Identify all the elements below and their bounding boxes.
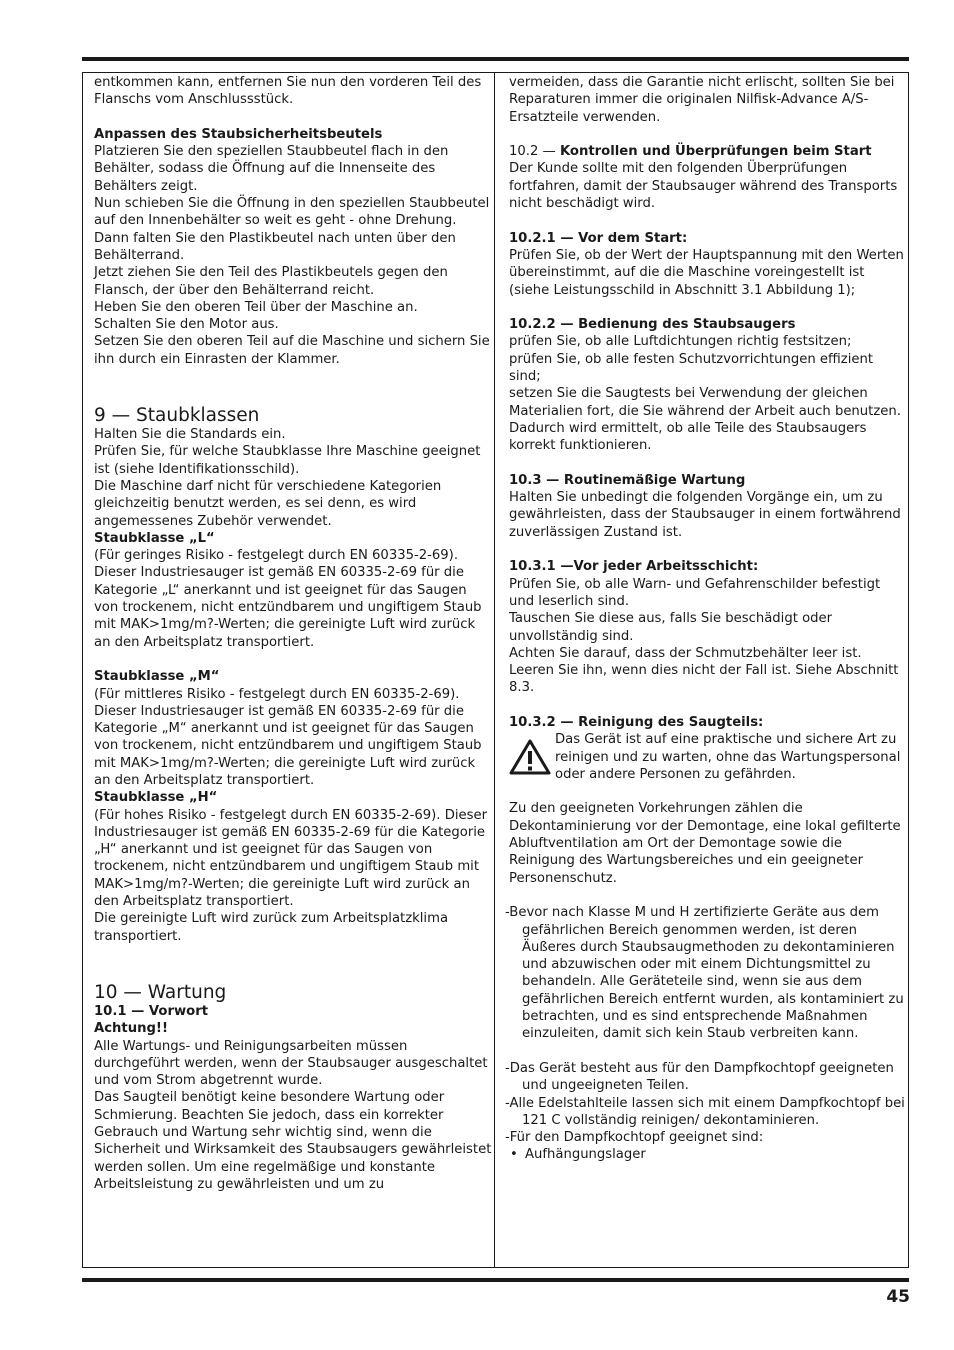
- left-column: [94, 74, 492, 1193]
- s103-text: Halten Sie unbedingt die folgenden Vorgänge ein, um zu gewährleisten, dass der Staubsauger in einem fortwährend zuverlässigen Zustand ist.: [509, 490, 901, 540]
- s1032-heading: [509, 714, 905, 731]
- class-l-heading: Staubklasse „L“: [94, 530, 215, 546]
- class-h-extra: Die gereinigte Luft wird zurück zum Arbeitsplatzklima transportiert.: [94, 911, 449, 944]
- s103-heading: [509, 472, 905, 489]
- section-9-line: Die Maschine darf nicht für verschiedene Kategorien gleichzeitig benutzt werden, es sei denn, es wird angemessenes Zubehör verwendet.: [94, 478, 442, 529]
- s103-prefix: 10.3 —: [509, 472, 564, 488]
- s1021-title: Vor dem Start:: [578, 230, 688, 246]
- dash-item: -Das Gerät besteht aus für den Dampfkochtopf geeigneten und ungeeigneten Teilen.: [505, 1060, 894, 1094]
- warning-block: [509, 731, 905, 783]
- section-9-line: Prüfen Sie, für welche Staubklasse Ihre Maschine geeignet ist (siehe Identifikationsschild).: [94, 444, 481, 477]
- s1022-line: setzen Sie die Saugtests bei Verwendung der gleichen Materialien fort, die Sie während der Arbeit auch benutzen.: [509, 386, 901, 419]
- s1031-line: Prüfen Sie, ob alle Warn- und Gefahrenschilder befestigt und leserlich sind.: [509, 576, 881, 609]
- right-intro: vermeiden, dass die Garantie nicht erlischt, sollten Sie bei Reparaturen immer die originalen Nilfisk-Advance A/S-Ersatzteile verwenden.: [509, 75, 895, 125]
- s1022-line: prüfen Sie, ob alle Luftdichtungen richtig festsitzen;: [509, 334, 852, 350]
- sub-10-1-text-2: Das Saugteil benötigt keine besondere Wartung oder Schmierung. Beachten Sie jedoch, dass ein korrekter Gebrauch und Wartung sehr wichtig sind, wenn die Sicherheit und Wirksamkeit des Staubsaugers gewährleistet werden sollen. Um eine regelmäßige und konstante Arbeitsleistung zu gewährleisten und um zu: [94, 1090, 492, 1192]
- s102-text: Der Kunde sollte mit den folgenden Überprüfungen fortfahren, damit der Staubsauger während des Transports nicht beschädigt wird.: [509, 161, 898, 212]
- section-9-line: Halten Sie die Standards ein.: [94, 427, 286, 443]
- s1031-title: Vor jeder Arbeitsschicht:: [573, 559, 759, 575]
- achtung-label: Achtung!!: [94, 1021, 168, 1037]
- s1021-heading: [509, 230, 905, 247]
- bag-line: Setzen Sie den oberen Teil auf die Maschine und sichern Sie ihn durch ein Einrasten der Klammer.: [94, 334, 490, 367]
- s1032-prefix: 10.3.2 —: [509, 714, 579, 730]
- class-h-text: (Für hohes Risiko - festgelegt durch EN 60335-2-69). Dieser Industriesauger ist gemäß EN 60335-2-69 für die Kategorie „H“ anerkannt und ist geeignet für das Saugen von trockenem, nicht entzündbarem und ungiftigem Staub mit MAK>1mg/m?-Werten; die gereinigte Luft wird zurück an den Arbeitsplatz transportiert.: [94, 807, 488, 910]
- dash-item: -Für den Dampfkochtopf geeignet sind:: [505, 1130, 764, 1146]
- bag-heading: Anpassen des Staubsicherheitsbeutels: [94, 126, 383, 142]
- right-column: [505, 74, 905, 1164]
- s103-title: Routinemäßige Wartung: [563, 472, 746, 488]
- warning-text: Das Gerät ist auf eine praktische und sichere Art zu reinigen und zu warten, ohne das Wartungspersonal oder andere Personen zu gefährden.: [555, 732, 901, 782]
- left-intro: entkommen kann, entfernen Sie nun den vorderen Teil des Flanschs vom Anschlussstück.: [94, 75, 482, 108]
- s102-heading: [509, 143, 905, 160]
- top-rule: [82, 57, 909, 61]
- class-h-heading: Staubklasse „H“: [94, 790, 218, 806]
- s1021-text: Prüfen Sie, ob der Wert der Hauptspannung mit den Werten übereinstimmt, auf die die Maschine voreingestellt ist (siehe Leistungsschild in Abschnitt 3.1 Abbildung 1);: [509, 247, 904, 298]
- s102-prefix: 10.2 —: [509, 144, 560, 160]
- warning-triangle-icon: [509, 739, 551, 775]
- s1022-line: prüfen Sie, ob alle festen Schutzvorrichtungen effizient sind;: [509, 351, 873, 385]
- s1022-title: Bedienung des Staubsaugers: [578, 317, 796, 333]
- s1031-heading: [509, 558, 905, 575]
- s1022-prefix: 10.2.2 —: [509, 317, 579, 333]
- precautions-text: Zu den geeigneten Vorkehrungen zählen die Dekontaminierung vor der Demontage, eine lokal gefilterte Abluftventilation am Ort der Demontage sowie die Reinigung des Wartungsbereiches und ein geeigneter Personenschutz.: [509, 801, 901, 886]
- s1022-line: Dadurch wird ermittelt, ob alle Teile des Staubsaugers korrekt funktionieren.: [509, 420, 867, 454]
- s1022-heading: [509, 316, 905, 333]
- bag-line: Dann falten Sie den Plastikbeutel nach unten über den Behälterrand.: [94, 230, 456, 263]
- class-l-text: (Für geringes Risiko - festgelegt durch EN 60335-2-69). Dieser Industriesauger ist gemäß EN 60335-2-69 für die Kategorie „L“ anerkannt und ist geeignet für das Saugen von trockenem, nicht entzündbarem und ungiftigem Staub mit MAK>1mg/m?-Werten; die gereinigte Luft wird zurück an den Arbeitsplatz transportiert.: [94, 548, 482, 650]
- s1032-title: Reinigung des Saugteils:: [578, 714, 764, 730]
- bag-line: Jetzt ziehen Sie den Teil des Plastikbeutels gegen den Flansch, der über den Behälterrand reicht.: [94, 265, 448, 298]
- class-m-text: (Für mittleres Risiko - festgelegt durch EN 60335-2-69). Dieser Industriesauger ist gemäß EN 60335-2-69 für die Kategorie „M“ anerkannt und ist geeignet für das Saugen von trockenem, nicht entzündbarem und ungiftigem Staub mit MAK>1mg/m?-Werten; die gereinigte Luft wird zurück an den Arbeitsplatz transportiert.: [94, 686, 482, 788]
- bag-line: Heben Sie den oberen Teil über der Maschine an.: [94, 299, 418, 315]
- bottom-rule: [82, 1278, 909, 1282]
- column-divider: [494, 72, 495, 1268]
- class-m-heading: Staubklasse „M“: [94, 669, 220, 685]
- s1021-prefix: 10.2.1 —: [509, 230, 579, 246]
- section-10-title: 10 — Wartung: [94, 981, 227, 1003]
- sub-10-1-text: Alle Wartungs- und Reinigungsarbeiten müssen durchgeführt werden, wenn der Staubsauger ausgeschaltet und vom Strom abgetrennt wurde.: [94, 1038, 488, 1089]
- s1031-prefix: 10.3.1 —: [509, 559, 574, 575]
- s102-title: Kontrollen und Überprüfungen beim Start: [559, 144, 872, 160]
- bag-line: Schalten Sie den Motor aus.: [94, 317, 279, 333]
- sub-10-1-title: 10.1 — Vorwort: [94, 1003, 209, 1019]
- bag-line: Platzieren Sie den speziellen Staubbeutel flach in den Behälter, sodass die Öffnung auf die Innenseite des Behälters zeigt.: [94, 144, 449, 194]
- dash-item: -Alle Edelstahlteile lassen sich mit einem Dampfkochtopf bei 121 C vollständig reinigen/ dekontaminieren.: [505, 1095, 905, 1128]
- section-9-title: 9 — Staubklassen: [94, 405, 260, 427]
- dash-item: -Bevor nach Klasse M und H zertifizierte Geräte aus dem gefährlichen Bereich genommen werden, ist deren Äußeres durch Staubsaugmethoden zu dekontaminieren und abzuwischen oder mit einem Dichtungsmittel zu behandeln. Alle Geräteteile sind, wenn sie aus dem gefährlichen Bereich entfernt wurden, als kontaminiert zu betrachten, und es sind entsprechende Maßnahmen einzuleiten, damit sich kein Staub verbreiten kann.: [505, 905, 904, 1042]
- bag-line: Nun schieben Sie die Öffnung in den speziellen Staubbeutel auf den Innenbehälter so weit es geht - ohne Drehung.: [94, 196, 490, 229]
- page-number: 45: [886, 1287, 910, 1307]
- s1031-line: Tauschen Sie diese aus, falls Sie beschädigt oder unvollständig sind.: [509, 611, 833, 644]
- s1031-line: Achten Sie darauf, dass der Schmutzbehälter leer ist. Leeren Sie ihn, wenn dies nicht der Fall ist. Siehe Abschnitt 8.3.: [509, 645, 899, 696]
- bullet-item: • Aufhängungslager: [509, 1146, 905, 1163]
